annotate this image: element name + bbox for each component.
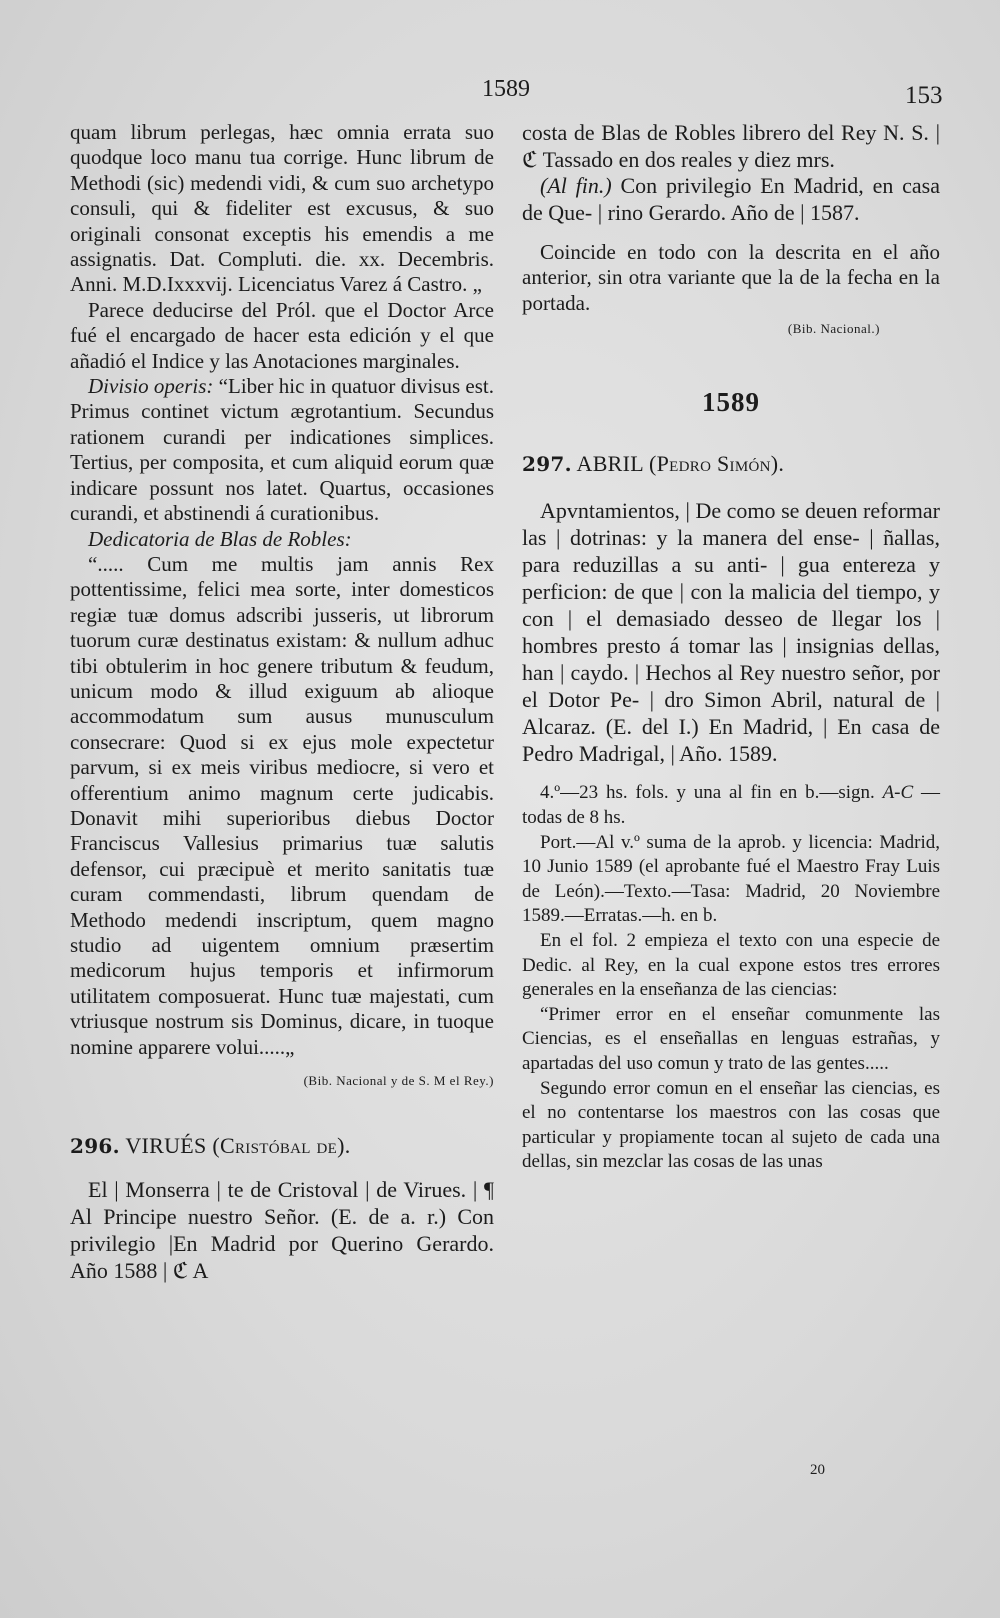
left-column	[70, 120, 494, 1284]
entry-297-format-b: —todas de 8 hs.	[522, 782, 940, 829]
entry-296-author: VIRUÉS	[125, 1133, 207, 1159]
al-fin-label: (Al fin.)	[540, 173, 612, 198]
entry-297-title: Apvntamientos, | De como se deuen reformar las | dotrinas: y la manera del ense- | ñallas, para reduzillas a su anti- | gua entereza y perficion: de que | con la malicia del tiempo, y con | el demasiado desseo de llegar los | hombres presto á tomar las | insignias dellas, han | caydo. | Hechos al Rey nuestro señor, por el Dotor Pe- | dro Simon Abril, natural de | Alcaraz. (E. del I.) En Madrid, | En casa de Pedro Madrigal, | Año. 1589.	[522, 498, 940, 767]
divisio-operis-text: “Liber hic in quatuor divisus est. Primus continet victum ægrotantium. Secundus rationem curandi per indicationes simplices. Tertius, per composita, et cum aliquid eorum quæ indicare possunt nos latet. Quartus, occasiones curandi, et abstinendi á curationibus.	[70, 374, 495, 526]
source-citation-right: (Bib. Nacional.)	[787, 321, 880, 337]
entry-297-format-signatures: A-C	[882, 782, 914, 804]
coincide-paragraph: Coincide en todo con la descrita en el año anterior, sin otra variante que la de la fecha en la portada.	[522, 240, 940, 315]
entry-296-heading	[70, 1133, 494, 1159]
page-number: 153	[905, 82, 943, 109]
latin-errata-paragraph: quam librum perlegas, hæc omnia errata suo quodque loco manu tua corrige. Hunc librum de Methodi (sic) medendi vidi, & cum suo archetypo consuli, qui & fideliter est excusus, & suo originali consonat exceptis his emendis a me assignatis. Dat. Compluti. die. xx. Decembris. Anni. M.D.Ixxxvij. Licenciatus Varez á Castro. „	[70, 120, 494, 297]
source-citation-left: (Bib. Nacional y de S. M el Rey.)	[303, 1073, 494, 1089]
prologue-note-paragraph: Parece deducirse del Pról. que el Doctor Arce fué el encargado de hacer esta edición y el que añadió el Indice y las Anotaciones marginales.	[70, 297, 494, 373]
dedicatoria-label: Dedicatoria de Blas de Robles:	[88, 526, 352, 551]
entry-297-format	[522, 781, 940, 830]
al-fin-text: Con privilegio En Madrid, en casa de Que- | rino Gerardo. Año de | 1587.	[522, 173, 940, 225]
divisio-operis-paragraph	[70, 374, 494, 526]
entry-296-author-given: (Cristóbal de).	[212, 1133, 351, 1159]
colophon-continuation: costa de Blas de Robles librero del Rey N. S. | ℭ Tassado en dos reales y diez mrs.	[522, 120, 940, 172]
entry-297-author-given: (Pedro Simón).	[649, 451, 785, 477]
entry-297-author: ABRIL	[576, 451, 644, 477]
running-header-year: 1589	[482, 76, 530, 102]
entry-297-format-a: 4.º—23 hs. fols. y una al fin en b.—sign.	[540, 782, 883, 804]
entry-297-quote-1: “Primer error en el enseñar comunmente las Ciencias, es el enseñallas en lenguas estrañas, y apartadas del uso comun y trato de las gentes.....	[522, 1003, 940, 1074]
entry-297-number: 297.	[522, 452, 572, 477]
entry-297-port: Port.—Al v.º suma de la aprob. y licencia: Madrid, 10 Junio 1589 (el aprobante fué el Maestro Fray Luis de León).—Texto.—Tasa: Madrid, 20 Noviembre 1589.—Erratas.—h. en b.	[522, 831, 940, 927]
al-fin-paragraph	[522, 173, 940, 226]
entry-297-fol: En el fol. 2 empieza el texto con una especie de Dedic. al Rey, en la cual expone estos tres errores generales en la enseñanza de las ciencias:	[522, 930, 940, 1001]
entry-296-description: El | Monserra | te de Cristoval | de Virues. | ¶ Al Principe nuestro Señor. (E. de a. r.) Con privilegio |En Madrid por Querino Gerardo. Año 1588 | ℭ A	[70, 1176, 494, 1283]
entry-297-quote-2: Segundo error comun en el enseñar las ciencias, es el no contentarse los maestros con las cosas que particular y propiamente tocan al sujeto de cada una dellas, sin mezclar las cosas de las unas	[522, 1077, 940, 1173]
right-column	[522, 120, 940, 1175]
dedicatoria-text: “..... Cum me multis jam annis Rex pottentissime, felici mea sorte, inter domesticos regiæ tuæ domus adscribi jusseris, ut librorum tuorum curæ destinatus existam: & nullum adhuc tibi obtulerim in hoc genere tributum & feudum, unicum modo & illud exiguum ab alioque accommodatum sum ausus munusculum consecrare: Quod si ex ejus mole expectetur parvum, si ex meis viribus mediocre, si vero et offerentium animo magnum certe judicabis. Donavit mihi superioribus diebus Doctor Franciscus Vallesius primarius tuæ salutis defensor, cui præcipuè et merito sanitatis tuæ curam commendasti, librum quendam de Methodo medendi inscriptum, quem magno studio ad uigentem omnium præsertim medicorum hujus temporis et infirmorum utilitatem composuerat. Hunc tuæ majestati, cum vtriusque nostrum sis Dominus, dicare, in tuoque nomine apparere volui.....„	[70, 551, 494, 1059]
entry-297-heading	[522, 451, 940, 477]
year-section-heading: 1589	[702, 386, 760, 417]
signature-mark: 20	[810, 1462, 825, 1478]
divisio-operis-label: Divisio operis:	[88, 374, 214, 399]
entry-296-number: 296.	[70, 1134, 120, 1159]
